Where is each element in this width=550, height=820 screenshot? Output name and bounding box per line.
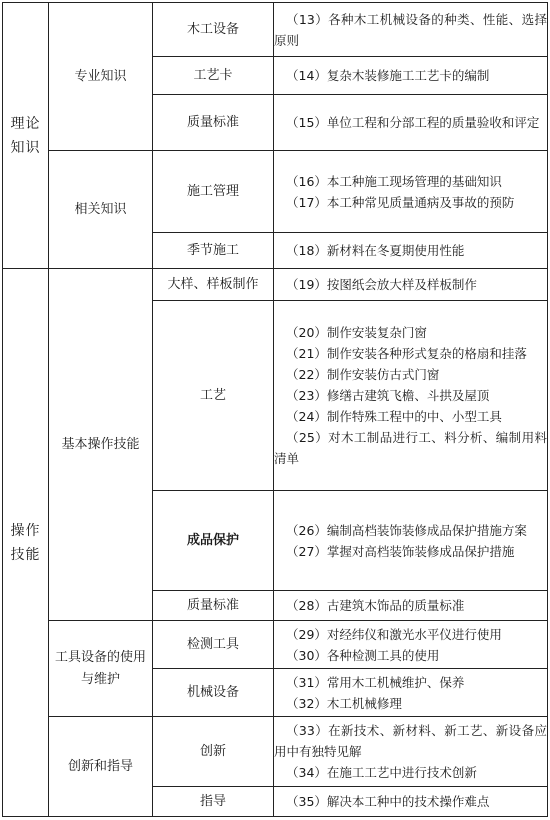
content-cell xyxy=(274,151,548,233)
domain-cell-theory xyxy=(3,3,49,269)
item-cell xyxy=(153,787,274,817)
item-label: 成品保护 xyxy=(186,532,239,548)
content-line: （19）按图纸会放大样及样板制作 xyxy=(286,277,477,292)
content-line: （29）对经纬仪和激光水平仪进行使用 xyxy=(286,626,502,642)
category-label: 创新和指导 xyxy=(67,758,133,774)
content-line: （24）制作特殊工程中的中、小型工具 xyxy=(286,409,502,424)
item-label: 工艺 xyxy=(199,387,226,403)
content-line: （14）复杂木装修施工工艺卡的编制 xyxy=(286,68,490,83)
item-cell xyxy=(153,151,274,233)
content-cell xyxy=(274,95,548,151)
item-label: 季节施工 xyxy=(186,242,239,258)
content-line: （27）掌握对高档装饰装修成品保护措施 xyxy=(286,543,515,559)
category-label: 相关知识 xyxy=(74,201,127,217)
table-row xyxy=(3,269,548,301)
item-label: 创新 xyxy=(199,743,226,759)
content-line: （35）解决本工种中的技术操作难点 xyxy=(286,794,490,809)
content-cell xyxy=(274,669,548,717)
content-line: （23）修缮古建筑飞檐、斗拱及屋顶 xyxy=(286,388,490,403)
item-label: 大样、样板制作 xyxy=(167,276,259,292)
content-line: （25）对木工制品进行工、料分析、编制用料清单 xyxy=(274,430,547,466)
content-cell xyxy=(274,3,548,57)
content-line: （21）制作安装各种形式复杂的格扇和挂落 xyxy=(286,346,527,361)
skill-requirements-table xyxy=(2,2,548,817)
item-cell xyxy=(153,57,274,95)
item-label: 质量标准 xyxy=(186,597,239,613)
category-cell-professional-knowledge xyxy=(49,3,153,151)
item-cell xyxy=(153,233,274,269)
item-label: 木工设备 xyxy=(186,21,239,37)
category-label: 工具设备的使用与维护 xyxy=(54,649,146,687)
item-cell xyxy=(153,491,274,591)
content-cell xyxy=(274,233,548,269)
item-cell xyxy=(153,301,274,491)
content-line: （26）编制高档装饰装修成品保护措施方案 xyxy=(286,522,527,538)
item-cell xyxy=(153,669,274,717)
content-line: （32）木工机械修理 xyxy=(286,695,402,711)
category-cell-related-knowledge xyxy=(49,151,153,269)
item-label: 施工管理 xyxy=(186,183,239,199)
category-cell-basic-skills xyxy=(49,269,153,621)
content-line: （16）本工种施工现场管理的基础知识 xyxy=(286,173,502,189)
item-cell xyxy=(153,269,274,301)
content-line: （13）各种木工机械设备的种类、性能、选择原则 xyxy=(274,11,547,48)
domain-label: 理论知识 xyxy=(10,115,41,156)
item-cell xyxy=(153,621,274,669)
content-cell xyxy=(274,301,548,491)
domain-cell-skills xyxy=(3,269,49,817)
table-row xyxy=(3,3,548,57)
content-line: （31）常用木工机械维护、保养 xyxy=(286,674,465,690)
content-cell xyxy=(274,591,548,621)
item-cell xyxy=(153,591,274,621)
content-cell xyxy=(274,491,548,591)
item-cell xyxy=(153,717,274,787)
item-cell xyxy=(153,95,274,151)
content-cell xyxy=(274,717,548,787)
content-cell xyxy=(274,787,548,817)
table-row xyxy=(3,151,548,233)
content-line: （28）古建筑木饰品的质量标准 xyxy=(286,598,465,613)
content-line: （20）制作安装复杂门窗 xyxy=(286,325,427,340)
content-cell xyxy=(274,621,548,669)
item-cell xyxy=(153,3,274,57)
category-label: 基本操作技能 xyxy=(61,436,140,452)
content-line: （18）新材料在冬夏期使用性能 xyxy=(286,243,465,258)
item-label: 指导 xyxy=(199,793,226,809)
content-line: （17）本工种常见质量通病及事故的预防 xyxy=(286,194,515,210)
category-label: 专业知识 xyxy=(74,68,127,84)
category-cell-tools-equipment xyxy=(49,621,153,717)
content-line: （34）在施工工艺中进行技术创新 xyxy=(286,765,477,780)
content-cell xyxy=(274,57,548,95)
content-line: （30）各种检测工具的使用 xyxy=(286,647,440,663)
item-label: 机械设备 xyxy=(186,684,239,700)
content-line: （22）制作安装仿古式门窗 xyxy=(286,367,440,382)
content-line: （33）在新技术、新材料、新工艺、新设备应用中有独特见解 xyxy=(274,723,547,759)
content-line: （15）单位工程和分部工程的质量验收和评定 xyxy=(286,115,540,130)
table-row xyxy=(3,621,548,669)
item-label: 检测工具 xyxy=(186,636,239,652)
item-label: 质量标准 xyxy=(186,114,239,130)
domain-label: 操作技能 xyxy=(10,522,41,563)
table-row xyxy=(3,717,548,787)
category-cell-innovation-guidance xyxy=(49,717,153,817)
item-label: 工艺卡 xyxy=(193,67,233,83)
content-cell xyxy=(274,269,548,301)
